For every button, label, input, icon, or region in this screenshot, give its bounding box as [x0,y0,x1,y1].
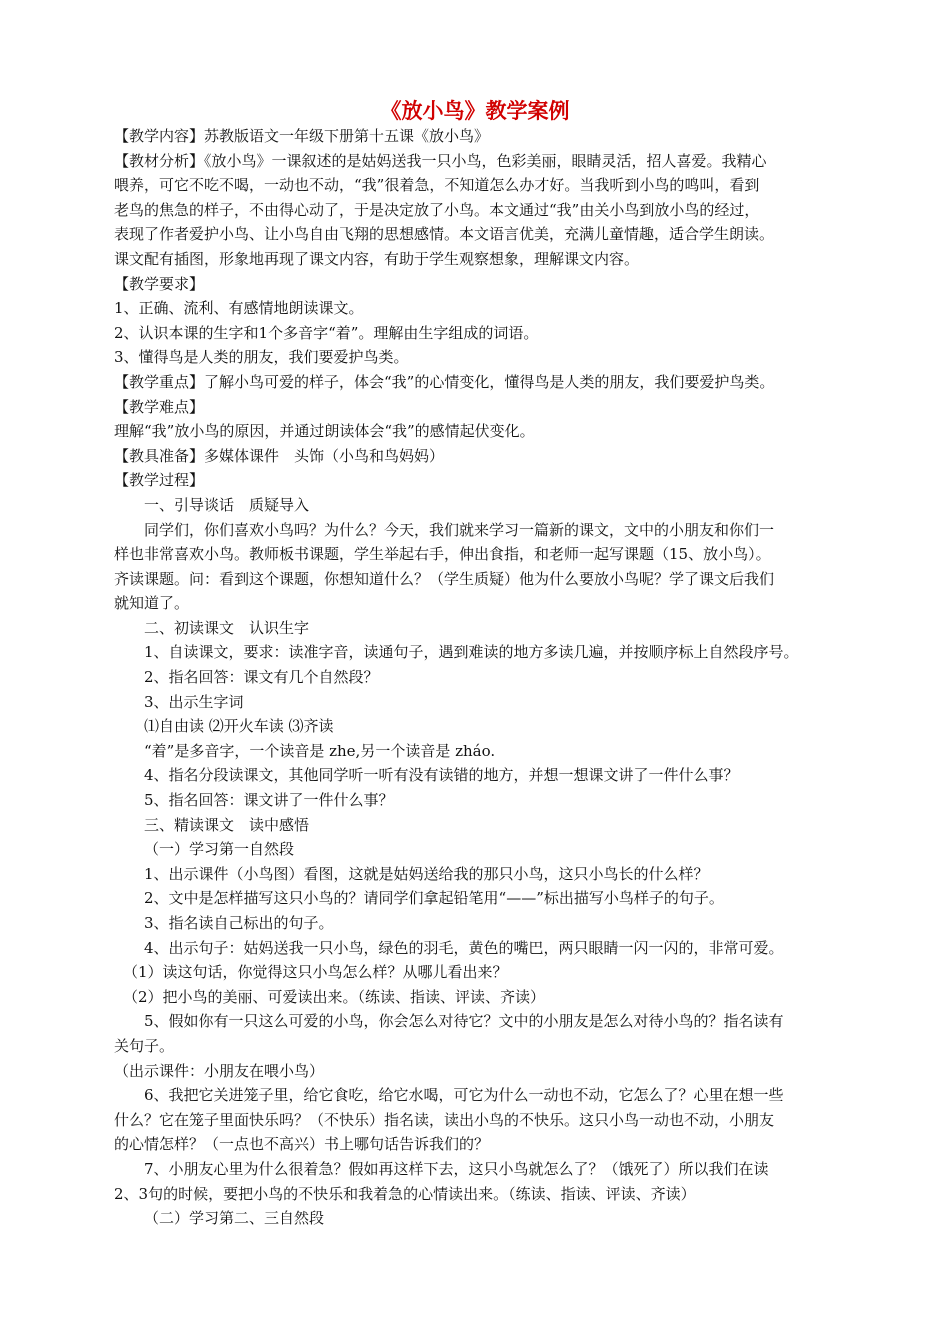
text-line: （2）把小鸟的美丽、可爱读出来。（练读、指读、评读、齐读） [123,987,546,1006]
text-line: 2、3句的时候，要把小鸟的不快乐和我着急的心情读出来。（练读、指读、评读、齐读） [114,1184,696,1203]
section-heading: 【教学要求】 [114,274,205,293]
text-line: 2、文中是怎样描写这只小鸟的？请同学们拿起铅笔用“——”标出描写小鸟样子的句子。 [144,889,724,908]
text-line: 1、出示课件（小鸟图）看图，这就是姑妈送给我的那只小鸟，这只小鸟长的什么样？ [144,864,709,883]
text-line: “着”是多音字，一个读音是 zhe,另一个读音是 zháo. [144,741,496,760]
text-line: 5、指名回答：课文讲了一件什么事？ [144,791,394,810]
text-line: 老鸟的焦急的样子，不由得心动了，于是决定放了小鸟。本文通过“我”由关小鸟到放小鸟的经过， [114,200,760,219]
text-line: 喂养，可它不吃不喝，一动也不动，“我”很着急，不知道怎么办才好。当我听到小鸟的鸣叫，看到 [114,176,760,195]
step-heading: 三、精读课文 读中感悟 [144,815,310,834]
section-heading: 【教学过程】 [114,471,205,490]
step-heading: 一、引导谈话 质疑导入 [144,495,310,514]
requirement-item: 3、懂得鸟是人类的朋友，我们要爱护鸟类。 [114,348,409,367]
text-line: 2、指名回答：课文有几个自然段？ [144,668,379,687]
text-line: 就知道了。 [114,594,190,613]
difficulty-line: 理解“我”放小鸟的原因，并通过朗读体会“我”的感情起伏变化。 [114,422,535,441]
sub-step-heading: （二）学习第二、三自然段 [144,1209,325,1228]
text-line: 的心情怎样？（一点也不高兴）书上哪句话告诉我们的？ [114,1135,490,1154]
text-line: 4、出示句子：姑妈送我一只小鸟，绿色的羽毛，黄色的嘴巴，两只眼睛一闪一闪的，非常可爱。 [144,938,784,957]
teaching-content-line: 【教学内容】苏教版语文一年级下册第十五课《放小鸟》 [114,127,490,145]
text-line: 关句子。 [114,1036,175,1055]
text-line: 7、小朋友心里为什么很着急？假如再这样下去，这只小鸟就怎么了？（饿死了）所以我们在读 [144,1159,769,1178]
text-line: 1、自读课文，要求：读准字音，读通句子，遇到难读的地方多读几遍，并按顺序标上自然段序号。 [144,643,799,662]
text-line: 齐读课题。问：看到这个课题，你想知道什么？（学生质疑）他为什么要放小鸟呢？学了课文后我们 [114,569,775,588]
text-line: 课文配有插图，形象地再现了课文内容，有助于学生观察想象，理解课文内容。 [114,249,640,268]
text-line: 6、我把它关进笼子里，给它食吃，给它水喝，可它为什么一动也不动，它怎么了？心里在想一些 [144,1086,784,1105]
section-heading: 【教学难点】 [114,397,205,416]
text-line: 表现了作者爱护小鸟、让小鸟自由飞翔的思想感情。本文语言优美，充满儿童情趣，适合学生朗读。 [114,225,775,244]
text-line: ⑴自由读 ⑵开火车读 ⑶齐读 [144,717,334,736]
sub-step-heading: （一）学习第一自然段 [144,840,295,859]
text-line: 5、假如你有一只这么可爱的小鸟，你会怎么对待它？文中的小朋友是怎么对待小鸟的？指名读有 [144,1012,784,1031]
text-line: 什么？它在笼子里面快乐吗？（不快乐）指名读，读出小鸟的不快乐。这只小鸟一动也不动，小朋友 [114,1110,775,1129]
requirement-item: 2、认识本课的生字和1个多音字“着”。理解由生字组成的词语。 [114,323,539,342]
text-line: （出示课件：小朋友在喂小鸟） [114,1061,325,1080]
text-line: 样也非常喜欢小鸟。教师板书课题，学生举起右手，伸出食指，和老师一起写课题（15、放小鸟）。 [114,545,771,564]
text-line: 3、指名读自己标出的句子。 [144,914,334,932]
materials-line: 【教具准备】多媒体课件 头饰（小鸟和鸟妈妈） [114,446,445,465]
text-line: 3、出示生字词 [144,692,244,711]
requirement-item: 1、正确、流利、有感情地朗读课文。 [114,299,364,318]
document-title: 《放小鸟》教学案例 [380,98,570,123]
material-analysis-line: 【教材分析】《放小鸟》一课叙述的是姑妈送我一只小鸟，色彩美丽，眼睛灵活，招人喜爱。我精心 [114,151,767,170]
text-line: 同学们，你们喜欢小鸟吗？为什么？今天，我们就来学习一篇新的课文，文中的小朋友和你们一 [144,520,775,539]
step-heading: 二、初读课文 认识生字 [144,618,310,637]
text-line: （1）读这句话，你觉得这只小鸟怎么样？从哪儿看出来？ [123,963,508,982]
text-line: 4、指名分段读课文，其他同学听一听有没有读错的地方，并想一想课文讲了一件什么事？ [144,766,739,785]
document-body [114,124,862,1231]
key-points-line: 【教学重点】了解小鸟可爱的样子，体会“我”的心情变化，懂得鸟是人类的朋友，我们要爱护鸟类。 [114,372,775,391]
